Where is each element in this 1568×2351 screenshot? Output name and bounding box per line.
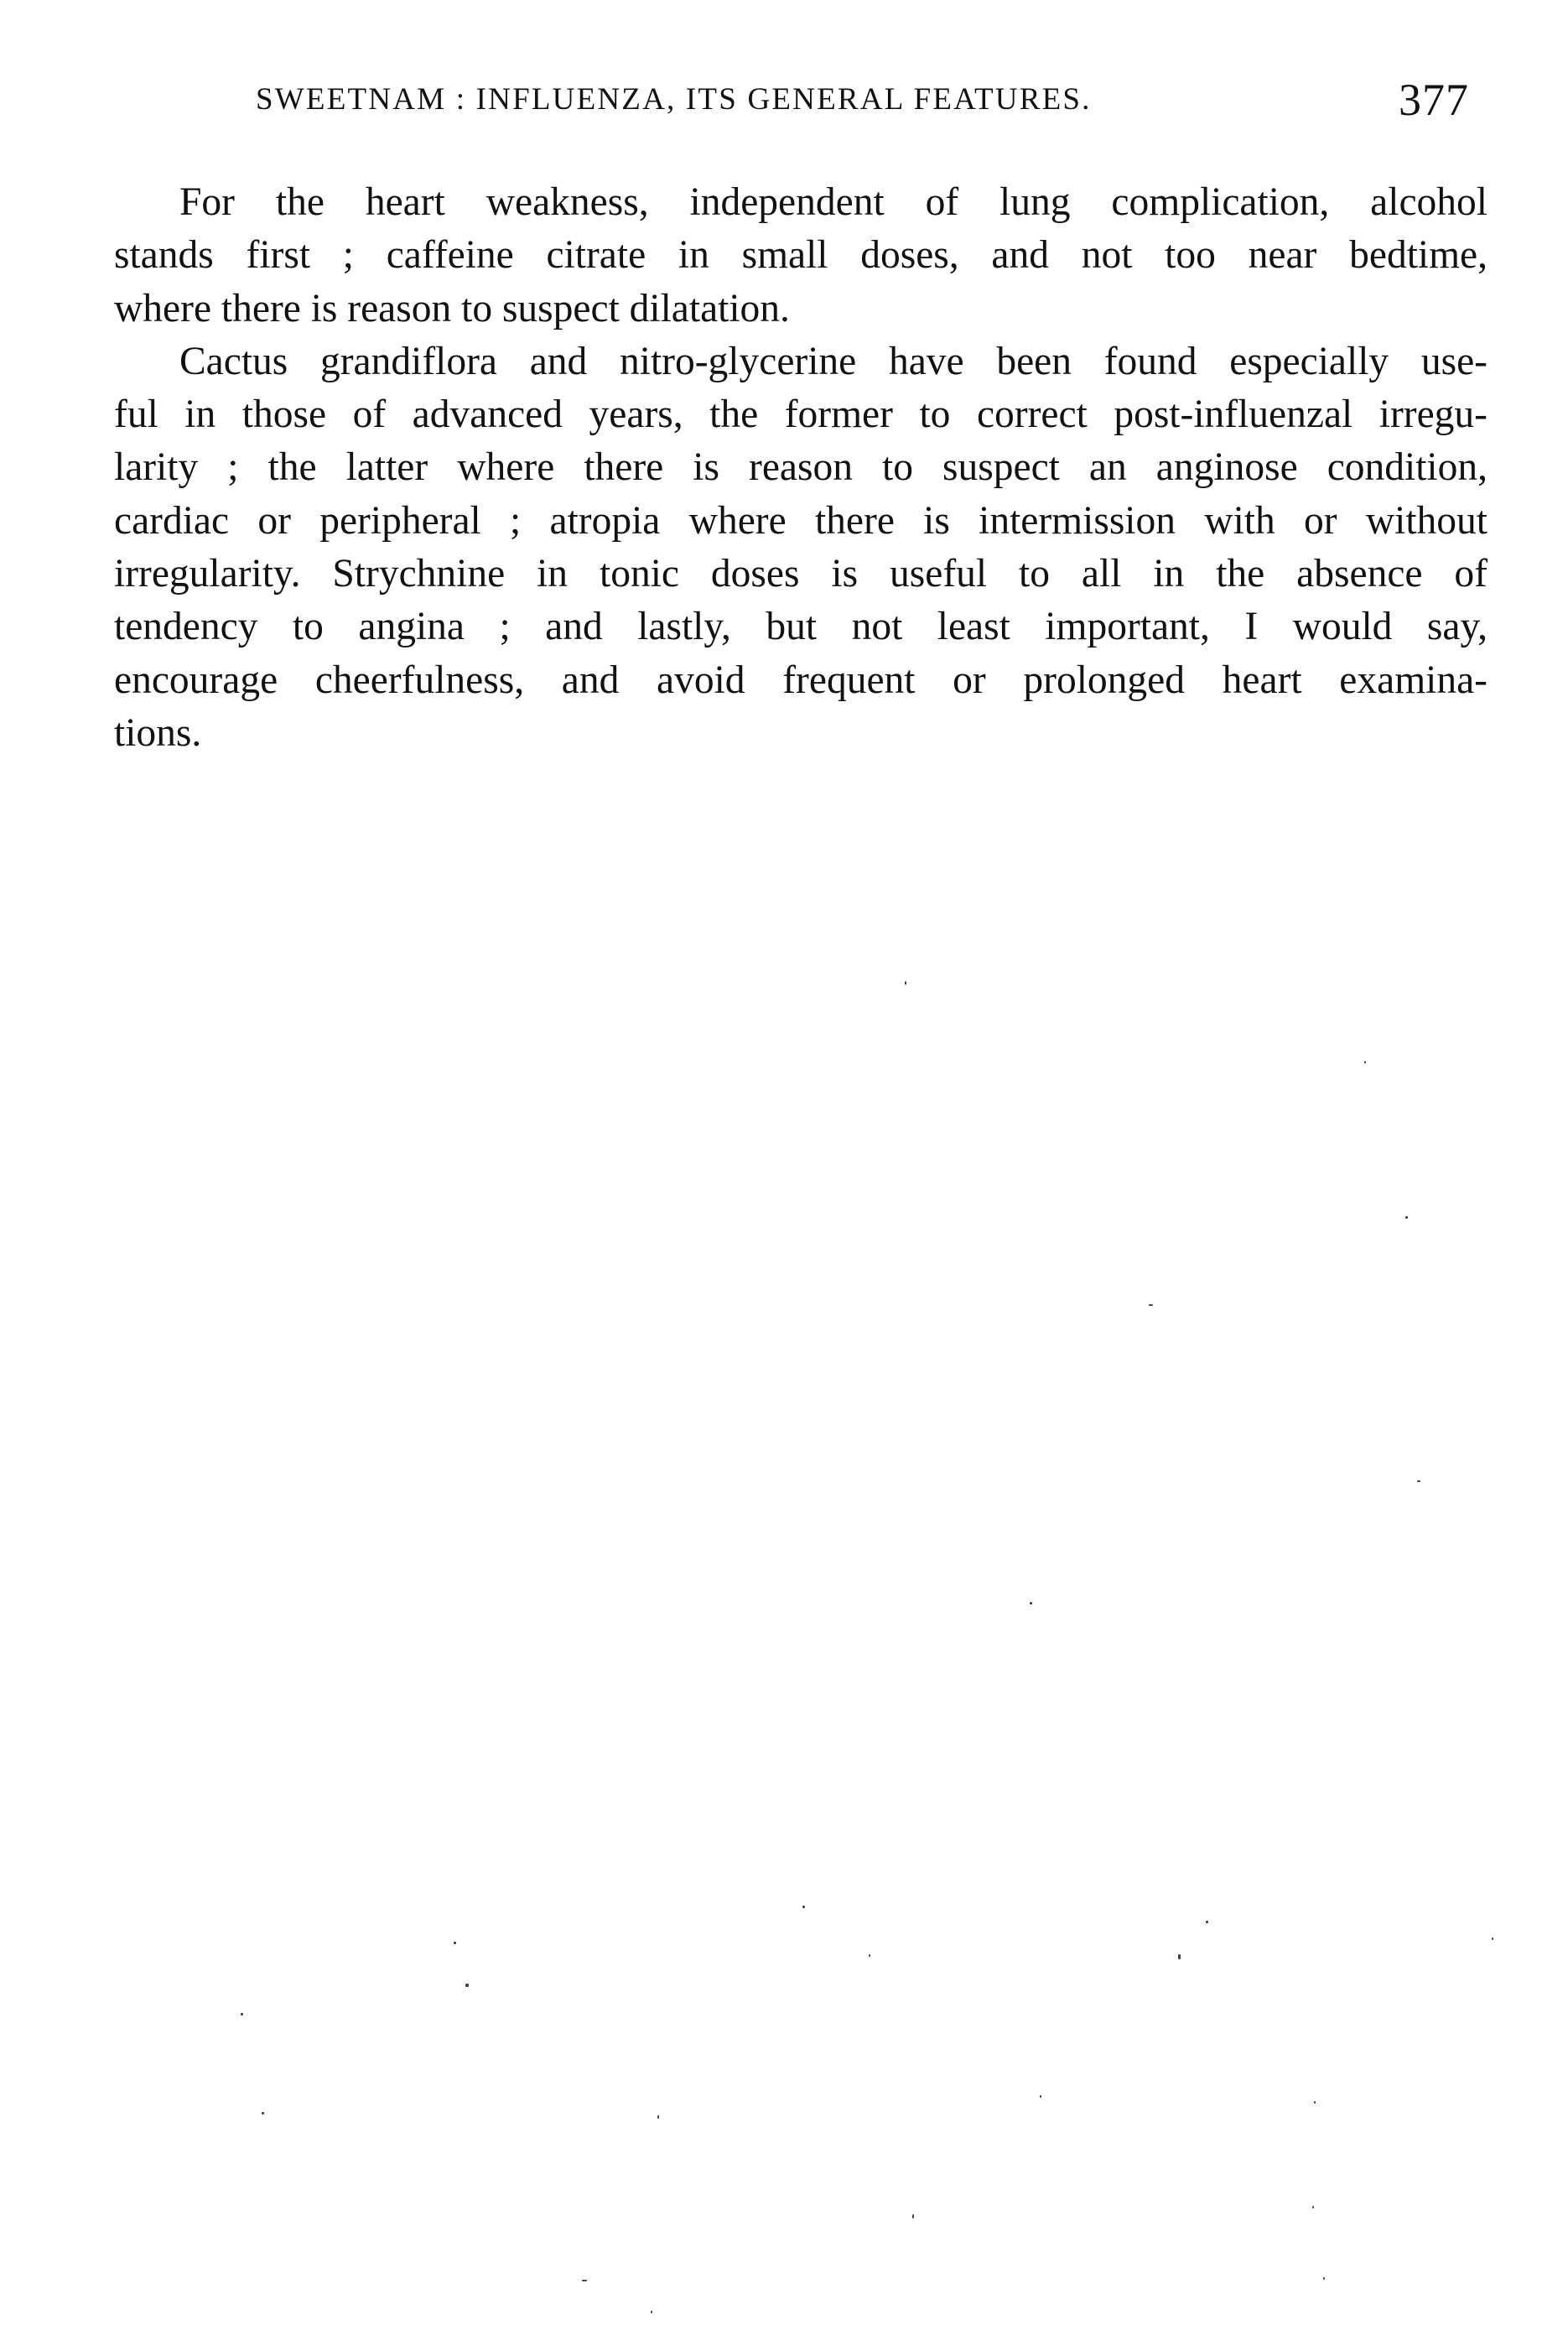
text-line: Cactus grandiflora and nitro-glycerine have been found especially use- bbox=[179, 339, 1488, 383]
scan-speck bbox=[657, 2115, 659, 2119]
scan-speck bbox=[651, 2311, 652, 2313]
text-line: irregularity. Strychnine in tonic doses is useful to all in the absence of bbox=[114, 552, 1488, 596]
scan-speck bbox=[1178, 1954, 1181, 1959]
scan-speck bbox=[1312, 2206, 1314, 2208]
scan-speck bbox=[802, 1906, 805, 1908]
scan-speck bbox=[1405, 1216, 1408, 1219]
text-line: stands first ; caffeine citrate in small doses, and not too near bedtime, bbox=[114, 233, 1488, 278]
text-line: ful in those of advanced years, the former to correct post-influenzal irregu- bbox=[114, 393, 1488, 437]
text-line: For the heart weakness, independent of lung complication, alcohol bbox=[179, 180, 1488, 224]
text-line: where there is reason to suspect dilatation. bbox=[114, 286, 790, 330]
scan-speck bbox=[1492, 1937, 1493, 1940]
scan-speck bbox=[465, 1984, 469, 1987]
scan-speck bbox=[1314, 2101, 1316, 2104]
scan-speck bbox=[869, 1954, 870, 1957]
scan-speck bbox=[241, 2013, 243, 2016]
scan-speck bbox=[262, 2112, 264, 2114]
scan-speck bbox=[1364, 1061, 1366, 1064]
scan-speck bbox=[1206, 1921, 1208, 1923]
scan-speck bbox=[912, 2214, 914, 2218]
scan-speck bbox=[1030, 1602, 1032, 1605]
page-number: 377 bbox=[1399, 75, 1469, 125]
running-head: SWEETNAM : INFLUENZA, ITS GENERAL FEATURES. bbox=[256, 82, 1092, 117]
paragraph-heart-weakness bbox=[114, 176, 1488, 335]
body-text bbox=[114, 176, 1488, 760]
scan-speck bbox=[1040, 2095, 1041, 2098]
text-line: cardiac or peripheral ; atropia where there is intermission with or without bbox=[114, 498, 1488, 543]
scan-speck bbox=[1149, 1304, 1153, 1306]
scan-speck bbox=[582, 2280, 587, 2281]
scan-speck bbox=[905, 981, 906, 985]
text-line: tions. bbox=[114, 710, 202, 755]
text-line: tendency to angina ; and lastly, but not least important, I would say, bbox=[114, 605, 1488, 649]
paragraph-cactus-grandiflora bbox=[114, 335, 1488, 760]
scan-speck bbox=[454, 1942, 456, 1944]
text-line: larity ; the latter where there is reason to suspect an anginose condition, bbox=[114, 445, 1488, 490]
text-line: encourage cheerfulness, and avoid frequent or prolonged heart examina- bbox=[114, 658, 1488, 702]
scan-speck bbox=[1417, 1480, 1420, 1482]
scan-speck bbox=[1323, 2277, 1325, 2280]
